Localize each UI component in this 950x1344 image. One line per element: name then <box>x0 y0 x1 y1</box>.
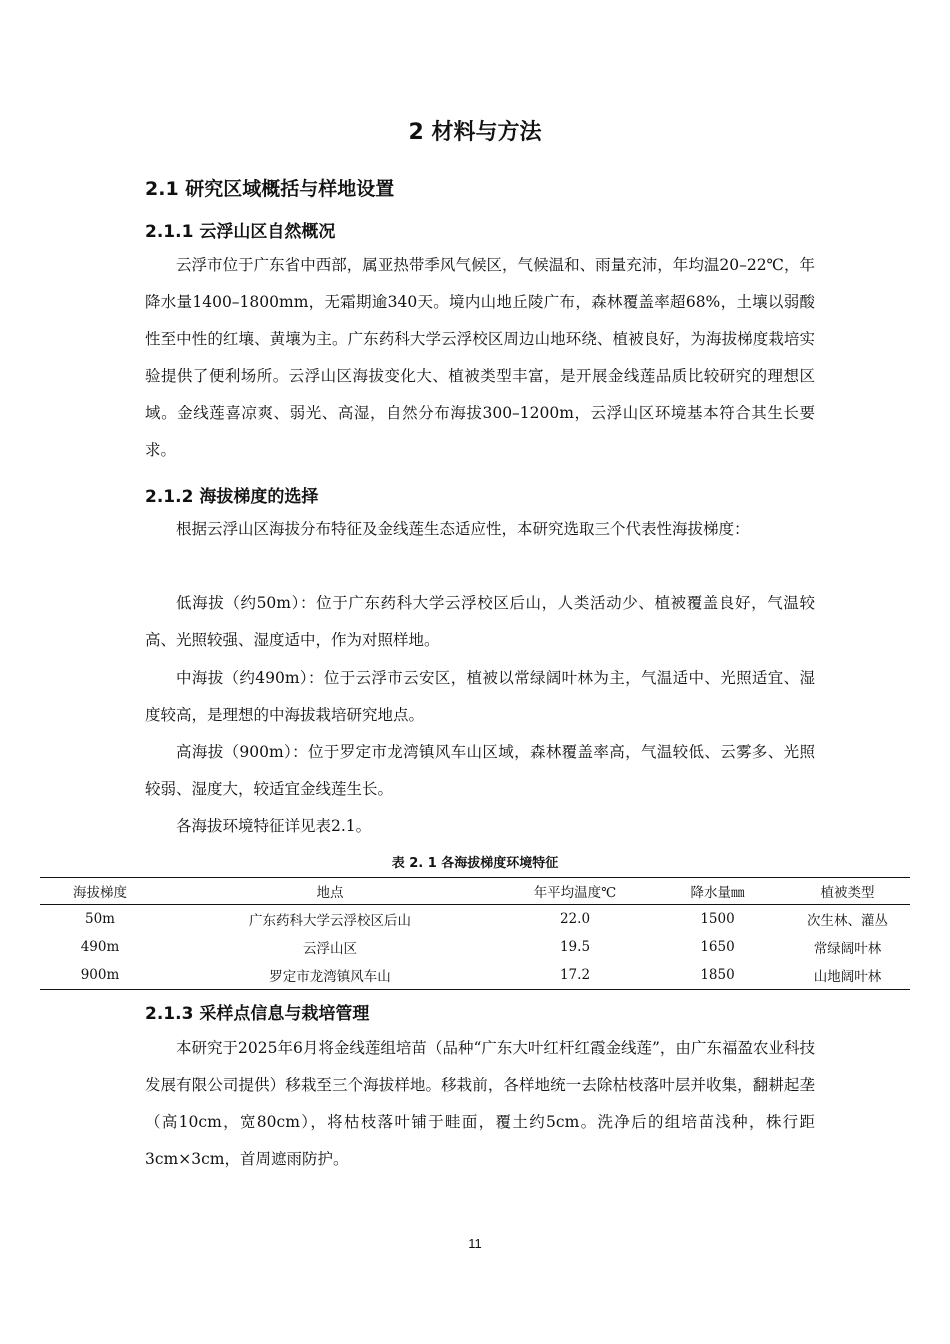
subsection-heading-2-1-3: 2.1.3 采样点信息与栽培管理 <box>145 1004 370 1024</box>
cell-altitude: 490m <box>80 939 120 955</box>
environment-table <box>40 877 910 990</box>
table-header-row <box>40 878 910 905</box>
header-temperature: 年平均温度℃ <box>500 878 650 905</box>
page-number: 11 <box>468 1236 482 1251</box>
table-row <box>40 905 910 934</box>
cell-altitude: 50m <box>85 911 115 927</box>
paragraph-gradient-intro: 根据云浮山区海拔分布特征及金线莲生态适应性，本研究选取三个代表性海拔梯度： <box>176 520 750 538</box>
paragraph-table-reference: 各海拔环境特征详见表2.1。 <box>176 817 372 835</box>
cell-vegetation: 山地阔叶林 <box>785 961 910 990</box>
cell-precipitation: 1650 <box>700 939 735 955</box>
cell-vegetation: 次生林、灌丛 <box>807 913 888 929</box>
table-row <box>40 933 910 961</box>
cell-precipitation: 1850 <box>650 961 785 990</box>
subsection-heading-2-1-1: 2.1.1 云浮山区自然概况 <box>145 222 336 242</box>
paragraph-natural-conditions: 云浮市位于广东省中西部，属亚热带季风气候区，气候温和、雨量充沛，年均温20–22℃，年降水量1400–1800mm，无霜期逾340天。境内山地丘陵广布，森林覆盖率超68%，土壤以弱酸性至中性的红壤、黄壤为主。广东药科大学云浮校区周边山地环绕、植被良好，为海拔梯度栽培实验提供了便利场所。云浮山区海拔变化大、植被类型丰富，是开展金线莲品质比较研究的理想区域。金线莲喜凉爽、弱光、高湿，自然分布海拔300–1200m，云浮山区环境基本符合其生长要求。 <box>145 256 815 459</box>
cell-precipitation: 1500 <box>700 911 735 927</box>
chapter-title: 2 材料与方法 <box>408 120 542 145</box>
paragraph-cultivation: 本研究于2025年6月将金线莲组培苗（品种“广东大叶红杆红霞金线莲”，由广东福盈农业科技发展有限公司提供）移栽至三个海拔样地。移栽前，各样地统一去除枯枝落叶层并收集，翻耕起垄（高10cm，宽80cm），将枯枝落叶铺于畦面，覆土约5cm。洗净后的组培苗浅种，株行距3cm×3cm，首周遮雨防护。 <box>145 1039 815 1168</box>
header-vegetation: 植被类型 <box>785 878 910 905</box>
table-caption: 表 2. 1 各海拔梯度环境特征 <box>391 856 559 871</box>
header-altitude: 海拔梯度 <box>40 878 160 905</box>
cell-location: 广东药科大学云浮校区后山 <box>249 913 411 929</box>
paragraph-low-altitude: 低海拔（约50m）：位于广东药科大学云浮校区后山，人类活动少、植被覆盖良好，气温较高、光照较强、湿度适中，作为对照样地。 <box>145 594 815 649</box>
paragraph-high-altitude: 高海拔（900m）：位于罗定市龙湾镇风车山区域，森林覆盖率高，气温较低、云雾多、光照较弱、湿度大，较适宜金线莲生长。 <box>145 743 815 798</box>
cell-temperature: 19.5 <box>559 939 591 955</box>
cell-location: 罗定市龙湾镇风车山 <box>160 961 500 990</box>
paragraph-mid-altitude: 中海拔（约490m）：位于云浮市云安区，植被以常绿阔叶林为主，气温适中、光照适宜、湿度较高，是理想的中海拔栽培研究地点。 <box>145 669 815 724</box>
cell-location: 云浮山区 <box>303 941 357 957</box>
table-row <box>40 961 910 990</box>
cell-vegetation: 常绿阔叶林 <box>813 941 882 957</box>
subsection-heading-2-1-2: 2.1.2 海拔梯度的选择 <box>145 487 319 507</box>
cell-altitude: 900m <box>40 961 160 990</box>
header-location: 地点 <box>160 878 500 905</box>
cell-temperature: 17.2 <box>500 961 650 990</box>
header-precipitation: 降水量㎜ <box>650 878 785 905</box>
section-heading-2-1: 2.1 研究区域概括与样地设置 <box>145 178 395 200</box>
cell-temperature: 22.0 <box>559 911 591 927</box>
